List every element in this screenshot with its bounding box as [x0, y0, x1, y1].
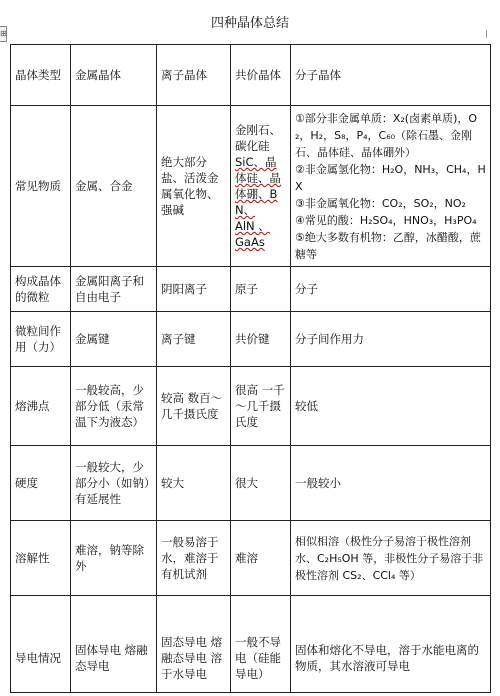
header-cell[interactable]: 金属晶体 — [71, 45, 157, 106]
table-row — [11, 521, 491, 596]
table-cell[interactable]: 金属键 — [71, 312, 157, 367]
table-cell[interactable] — [231, 596, 291, 693]
table-cell[interactable]: 一般易溶于水，难溶于有机试剂 — [157, 521, 231, 596]
row-label-cell[interactable]: 常见物质 — [11, 106, 71, 267]
cell-line: AlN 、 — [235, 219, 270, 233]
table-row — [11, 446, 491, 521]
table-cell[interactable]: 原子 — [231, 267, 291, 312]
cell-line: ②非金属氢化物：H₂O，NH₃，CH₄，HX — [295, 162, 486, 193]
cell-line: ⑤绝大多数有机物：乙醇，冰醋酸，蔗糖等 — [295, 230, 481, 261]
table-cell[interactable] — [71, 596, 157, 693]
table-cell[interactable] — [231, 106, 291, 267]
table-cell[interactable] — [291, 106, 491, 267]
table-cell[interactable]: 相似相溶（极性分子易溶于极性溶剂水、C₂H₅OH 等，非极性分子易溶于非极性溶剂 CS₂、CCl₄ 等） — [291, 521, 491, 596]
table-cell[interactable]: 一般较大，少部分小（如钠）有延展性 — [71, 446, 157, 521]
row-label-cell[interactable] — [11, 596, 71, 693]
cell-text: 一般不导电（硅能导电） — [235, 635, 281, 681]
header-cell[interactable]: 离子晶体 — [157, 45, 231, 106]
ruler-mark — [486, 30, 487, 38]
cell-line: SiC、晶体硅、晶体硼、BN、 — [235, 155, 281, 217]
table-cell[interactable]: 分子 — [291, 267, 491, 312]
row-label-cell[interactable]: 硬度 — [11, 446, 71, 521]
table-cell[interactable]: 一般较小 — [291, 446, 491, 521]
cell-line: ①部分非金属单质：X₂(卤素单质)，O₂，H₂，S₈，P₄，C₆₀（除石墨、金刚石、晶体硅、晶体硼外） — [295, 111, 478, 159]
cell-line: ④常见的酸：H₂SO₄，HNO₃，H₃PO₄ — [295, 213, 477, 227]
table-cell[interactable]: 很大 — [231, 446, 291, 521]
header-cell[interactable]: 分子晶体 — [291, 45, 491, 106]
table-row — [11, 312, 491, 367]
header-cell[interactable]: 晶体类型 — [11, 45, 71, 106]
cell-text: 导电情况 — [15, 651, 61, 665]
table-header-row — [11, 45, 491, 106]
table-cell[interactable] — [157, 596, 231, 693]
table-cell[interactable]: 一般较高，少部分低（汞常温下为液态） — [71, 367, 157, 446]
header-cell[interactable]: 共价晶体 — [231, 45, 291, 106]
table-move-handle[interactable]: ⊞ — [0, 26, 7, 42]
cell-line: 金刚石、碳化硅 — [235, 123, 281, 153]
row-label-cell[interactable]: 溶解性 — [11, 521, 71, 596]
table-cell[interactable]: 金属阳离子和自由电子 — [71, 267, 157, 312]
crystal-summary-table — [10, 44, 491, 693]
cell-text: 固体和熔化不导电，溶于水能电离的物质，其水溶液可导电 — [295, 643, 479, 673]
table-cell[interactable]: 金属、合金 — [71, 106, 157, 267]
row-label-cell[interactable]: 微粒间作用（力） — [11, 312, 71, 367]
table-cell[interactable]: 共价键 — [231, 312, 291, 367]
table-cell[interactable]: 离子键 — [157, 312, 231, 367]
table-cell[interactable]: 分子间作用力 — [291, 312, 491, 367]
table-cell[interactable]: 绝大部分盐、活泼金属氧化物、强碱 — [157, 106, 231, 267]
row-label-cell[interactable]: 熔沸点 — [11, 367, 71, 446]
row-label-cell[interactable]: 构成晶体的微粒 — [11, 267, 71, 312]
cell-line: GaAs — [235, 235, 265, 249]
table-cell[interactable] — [291, 596, 491, 693]
cell-text: 固体导电 熔融态导电 — [75, 643, 148, 673]
page-title: 四种晶体总结 — [210, 16, 289, 31]
table-row — [11, 267, 491, 312]
cell-text: 固态导电 熔融态导电 溶于水导电 — [161, 635, 223, 681]
table-cell[interactable]: 难溶，钠等除外 — [71, 521, 157, 596]
table-cell[interactable]: 阴阳离子 — [157, 267, 231, 312]
table-cell[interactable]: 较高 数百～几千摄氏度 — [157, 367, 231, 446]
cell-line: ③非金属氧化物：CO₂，SO₂，NO₂ — [295, 196, 466, 210]
table-row — [11, 106, 491, 267]
table-row — [11, 596, 491, 693]
table-cell[interactable]: 很高 一千～几千摄氏度 — [231, 367, 291, 446]
table-cell[interactable]: 难溶 — [231, 521, 291, 596]
table-cell[interactable]: 较大 — [157, 446, 231, 521]
table-row — [11, 367, 491, 446]
table-cell[interactable]: 较低 — [291, 367, 491, 446]
